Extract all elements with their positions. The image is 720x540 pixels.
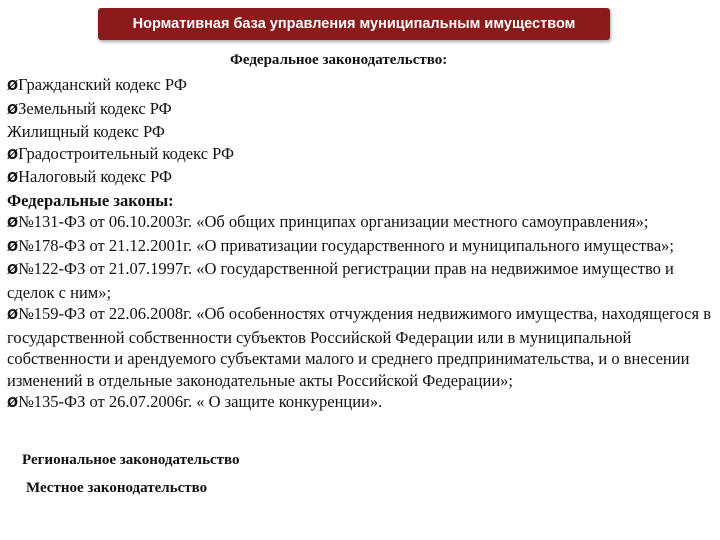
law-item: Ø№131-ФЗ от 06.10.2003г. «Об общих принципах организации местного самоуправления»; xyxy=(7,212,649,231)
code-item: ØГражданский кодекс РФ xyxy=(7,75,187,94)
arrow-bullet-icon: Ø xyxy=(7,102,19,118)
law-item: Ø№159-ФЗ от 22.06.2008г. «Об особенностях отчуждения недвижимого имущества, находящегося в государственной собственности субъектов Российской Федерации или в муниципальной собственности и арендуемого субъектами малого и среднего предпринимательства, и о внесении изменений в отдельные законодательные акты Российской Федерации»; xyxy=(7,304,711,390)
page-title: Нормативная база управления муниципальным имуществом xyxy=(132,16,576,32)
arrow-bullet-icon: Ø xyxy=(7,147,19,163)
arrow-bullet-icon: Ø xyxy=(7,396,19,411)
law-item: Ø№122-ФЗ от 21.07.1997г. «О государственной регистрации прав на недвижимое имущество и сделок с ним»; xyxy=(7,259,674,302)
arrow-bullet-icon: Ø xyxy=(7,171,19,186)
arrow-bullet-icon: Ø xyxy=(7,216,19,231)
federal-legislation-heading: Федеральное законодательство: xyxy=(230,52,448,68)
law-item: Ø№178-ФЗ от 21.12.2001г. «О приватизации государственного и муниципального имущества»; xyxy=(7,235,674,255)
code-item: Жилищный кодекс РФ xyxy=(7,122,165,141)
law-item: Ø№135-ФЗ от 26.07.2006г. « О защите конкуренции». xyxy=(7,392,383,411)
code-item: ØГрадостроительный кодекс РФ xyxy=(7,143,235,163)
arrow-bullet-icon: Ø xyxy=(7,79,19,94)
arrow-bullet-icon: Ø xyxy=(7,263,19,278)
arrow-bullet-icon: Ø xyxy=(7,239,19,255)
code-item: ØНалоговый кодекс РФ xyxy=(7,167,173,186)
local-legislation-label: Местное законодательство xyxy=(26,480,208,496)
arrow-bullet-icon: Ø xyxy=(7,308,19,323)
federal-laws-heading: Федеральные законы: xyxy=(7,190,174,210)
regional-legislation-label: Региональное законодательство xyxy=(22,452,240,468)
title-banner xyxy=(98,8,610,40)
code-item: ØЗемельный кодекс РФ xyxy=(7,98,172,118)
legislation-list xyxy=(7,74,717,415)
